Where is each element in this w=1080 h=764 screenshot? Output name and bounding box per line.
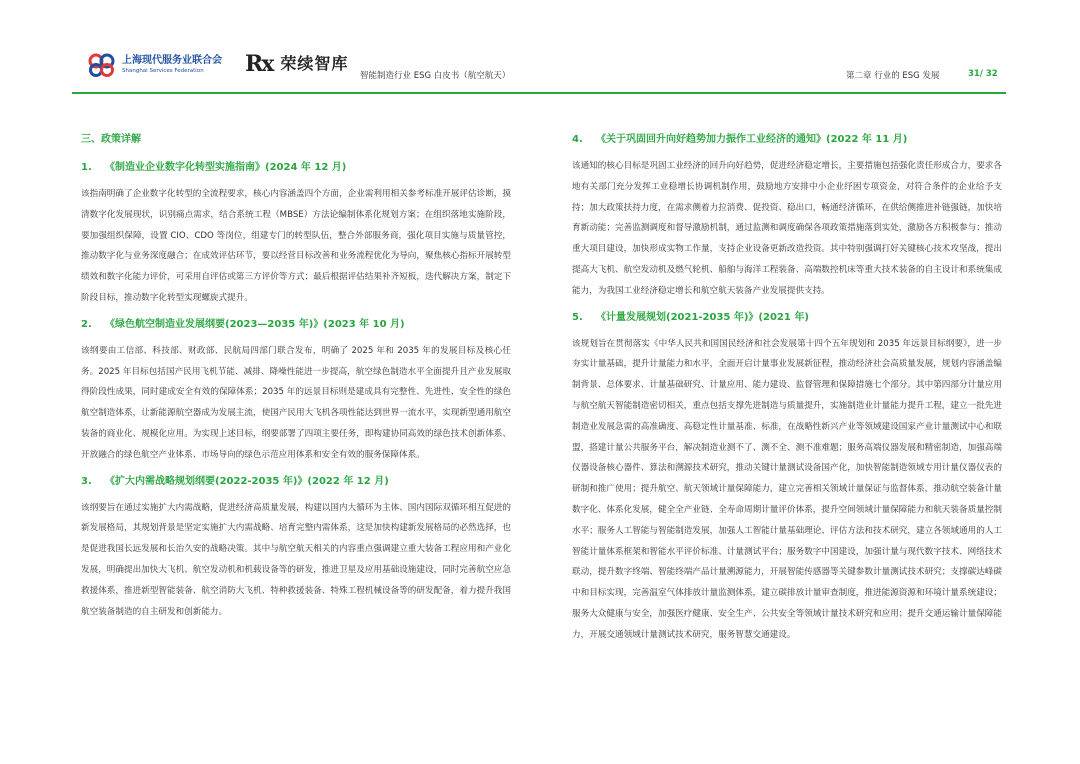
- policy-heading-4: [572, 130, 1002, 150]
- page-header: [0, 0, 1080, 96]
- rx-think-tank-logo: [245, 52, 348, 76]
- policy-number: 4.: [572, 134, 583, 145]
- federation-emblem-icon: [88, 53, 116, 77]
- header-divider: [72, 92, 1006, 94]
- federation-logo: [88, 53, 222, 77]
- rx-mark: Rx: [245, 51, 273, 77]
- document-title: 智能制造行业 ESG 白皮书（航空航天）: [360, 71, 511, 81]
- policy-body-3: 该纲要旨在通过实施扩大内需战略，促进经济高质量发展，构建以国内大循环为主体、国内国际双循环相互促进的新发展格局，其规划背景是坚定实施扩大内需战略、培育完整内需体系，这是加快构建新发展格局的必然选择，也是促进我国长远发展和长治久安的战略决策。其中与航空航天相关的内容重点强调建立重大装备工程应用和产业化发展，明确提出加快大飞机、航空发动机和机载设备等的研发，推进卫星及应用基础设施建设，同时完善航空应急救援体系，推进新型智能装备、航空消防大飞机、特种救援装备、特殊工程机械设备等的研发配备，着力提升我国航空装备制造的自主研发和创新能力。: [81, 502, 511, 617]
- federation-name-cn: 上海现代服务业联合会: [122, 55, 222, 66]
- right-column: [572, 130, 1002, 652]
- policy-number: 1.: [81, 162, 92, 173]
- policy-number: 2.: [81, 318, 92, 330]
- policy-heading-2: [81, 315, 511, 335]
- policy-number: 3.: [81, 475, 92, 487]
- left-column: [81, 130, 511, 628]
- policy-body-2: 该纲要由工信部、科技部、财政部、民航局四部门联合发布，明确了 2025 年和 2035 年的发展目标及核心任务。2025 年目标包括国产民用飞机节能、减排、降噪性能进一步提高，航空绿色制造水平全面提升且产业发展取得阶段性成果，同时建成安全有效的保障体系；2035 年的远景目标则是建成具有完整性、先进性、安全性的绿色航空制造体系，让新能源航空器成为发展主流，使国产民用大飞机各项性能达到世界一流水平，实现新型通用航空装备的商业化、规模化应用。为实现上述目标，纲要部署了四项主要任务，即构建协同高效的绿色技术创新体系、开放融合的绿色航空产业体系、市场导向的绿色示范应用体系和安全有效的服务保障体系。: [81, 345, 511, 460]
- policy-body-1: 该指南明确了企业数字化转型的全流程要求，核心内容涵盖四个方面，企业需利用相关参考标准开展评估诊断，摸清数字化发展现状，识别痛点需求，结合系统工程（MBSE）方法论编制体系化规划方案；在组织落地实施阶段，要加强组织保障，设置 CIO、CDO 等岗位，组建专门的转型队伍，整合外部服务商，强化项目实施与质量管控，推动数字化与业务深度融合；在成效评估环节，要以经营目标改善和业务流程优化为导向，聚焦核心指标开展转型绩效和数字化能力评价，可采用自评估或第三方评价等方式；最后根据评估结果补齐短板，迭代解决方案，制定下阶段目标，推动数字化转型实现螺旋式提升。: [81, 189, 511, 303]
- page-number: 31/ 32: [968, 69, 998, 79]
- federation-name-en: Shanghai Services Federation: [122, 68, 204, 74]
- policy-title: 《计量发展规划(2021-2035 年)》(2021 年): [596, 311, 809, 323]
- policy-title: 《关于巩固回升向好趋势加力振作工业经济的通知》(2022 年 11 月): [596, 134, 908, 145]
- chapter-title: 第二章 行业的 ESG 发展: [846, 71, 940, 81]
- policy-heading-3: [81, 472, 511, 492]
- policy-heading-5: [572, 308, 1002, 328]
- policy-title: 《制造业企业数字化转型实施指南》(2024 年 12 月): [105, 162, 347, 173]
- policy-body-5: 该规划旨在贯彻落实《中华人民共和国国民经济和社会发展第十四个五年规划和 2035 年远景目标纲要》，进一步夯实计量基础，提升计量能力和水平，全面开启计量事业发展新征程，推动经济社会高质量发展，规划内容涵盖编制背景、总体要求、计量基础研究、计量应用、能力建设、监督管理和保障措施七个部分。其中第四部分计量应用与航空航天智能制造密切相关，重点包括支撑先进制造与质量提升，实施制造业计量能力提升工程，建立一批先进制造业发展急需的高准确度、高稳定性计量基准、标准，在战略性新兴产业等领域建设国家产业计量测试中心和联盟，搭建计量公共服务平台，解决制造业测不了、测不全、测不准难题；服务高端仪器发展和精密制造，加强高端仪器设备核心器件、算法和溯源技术研究，推动关键计量测试设备国产化，加快智能制造领域专用计量仪器仪表的研制和推广使用；提升航空、航天领域计量保障能力，建立完善相关领域计量保证与监督体系，推动航空装备计量数字化、体系化发展，健全全产业链、全寿命周期计量评价体系，提升空间领域计量保障能力和航天装备质量控制水平；服务人工智能与智能制造发展，加强人工智能计量基础理论、评估方法和技术研究，建立各领域通用的人工智能计量体系框架和智能水平评价标准、计量测试平台；服务数字中国建设，加强计量与现代数字技术、网络技术联动，提升数字终端、智能终端产品计量溯源能力，开展智能传感器等关键参数计量测试技术研究；支撑碳达峰碳中和目标实现，完善温室气体排放计量监测体系，建立碳排放计量审查制度，推进能源资源和环境计量系统建设；服务大众健康与安全，加强医疗健康、安全生产、公共安全等领域计量技术研究和应用；提升交通运输计量保障能力，开展交通领域计量测试技术研究，服务智慧交通建设。: [572, 338, 1002, 640]
- policy-number: 5.: [572, 311, 583, 323]
- policy-body-4: 该通知的核心目标是巩固工业经济的回升向好趋势，促进经济稳定增长，主要措施包括强化责任形成合力，要求各地有关部门充分发挥工业稳增长协调机制作用，鼓励地方安排中小企业纾困专项资金，对符合条件的企业给予支持；加大政策扶持力度，在需求侧着力拉消费、促投资、稳出口，畅通经济循环，在供给侧推进补链强链，加快培育新动能；完善监测调度和督导激励机制，通过监测和调度确保各项政策措施落到实处，激励各方积极参与；推动重大项目建设，加快形成实物工作量，支持企业设备更新改造投资。其中特别强调打好关键核心技术攻坚战，提出提高大飞机、航空发动机及燃气轮机、船舶与海洋工程装备、高端数控机床等重大技术装备的自主设计和系统集成能力，为我国工业经济稳定增长和航空航天装备产业发展提供支持。: [572, 161, 1002, 296]
- policy-title: 《扩大内需战略规划纲要(2022-2035 年)》(2022 年 12 月): [105, 475, 389, 487]
- rx-think-tank-name: 荣续智库: [280, 54, 349, 73]
- section-title: 三、政策详解: [81, 134, 141, 145]
- policy-heading-1: [81, 158, 511, 178]
- policy-title: 《绿色航空制造业发展纲要(2023—2035 年)》(2023 年 10 月): [105, 318, 405, 330]
